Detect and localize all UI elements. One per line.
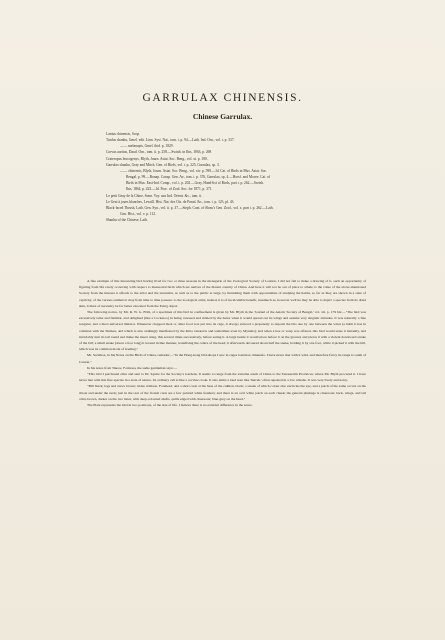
- body-paragraph: "This bird I purchased alive and sent to Dr. Squire for the Society's Gardens. It seems to range from the extreme south of China to the Tenasserim Provinces, where Mr. Blyth procured it. I have never met with this fine species in a state of nature. Its ordinary call is like a corvine croak. It also emits a loud note like 'hurrah,' often repeated in a low whistle. It was very lively and noisy.: [79, 372, 366, 383]
- synonymy-entry: Garrulax shanhu, Gray and Mitch. Gen. of Birds, vol. i. p. 225, Garrulax, sp. 3.: [106, 162, 220, 167]
- synonymy-entry: Lanius chinensis, Scop.: [106, 132, 140, 136]
- synonymy-entry: Turdus shanhu, Gmel. edit. Linn. Syst. Nat., tom. i. p. 94.—Lath. Ind. Orn., vol. i. p. 337.: [106, 138, 235, 143]
- synonymy-entry: Crateropus leucogenys, Blyth, Journ. Asiat. Soc. Beng., vol. xi. p. 180.: [106, 156, 208, 161]
- body-paragraph: Mr. Swinhoe, in his Notes on the Birds of China, remarks:—"In the Hong-kong bird-shops I saw in cages Garrulax chinensis. I have never met with it wild, and therefore fancy its range is south of Canton.": [79, 353, 366, 364]
- page-subtitle: Chinese Garrulax.: [192, 112, 253, 121]
- synonymy-entry: Birds in Mus. East-Ind. Comp., vol. i. p. 202.—Gray, Hand-list of Birds, part i. p. 262.—Swinh.: [126, 181, 265, 186]
- synonymy-entry: Le petit Geay de la Chine, Sonn. Voy. aux Ind. Orient. &c., tom. ii.: [106, 193, 203, 198]
- body-paragraph: "Bill black; legs and claws brown; irides crimson. Forehead, and a short crest at the base of the culmen, black; a streak of which colour also encircles the eye, and a patch of the same occurs on the throat and under the neck; just in the rear of the frontal crest are a few pointed white feathers; and there is an oval white patch on each cheek; the general plumage is cinereous; back, wings, and tail olive-brown, darker on the two latter, with deep-coloured shafts, quills edged with cinereous; blue-grey on the head.": [79, 384, 366, 401]
- synonymy-list: [106, 131, 356, 223]
- synonymy-entry: Shanhu of the Chinese, Lath.: [106, 218, 148, 223]
- page-title: GARRULAX CHINENSIS.: [142, 92, 303, 104]
- synonymy-entry: Bengal, p. 99.—Bonap. Consp. Gen. Av., tom. i. p. 376, Garrulax, sp. 4.—Horsf. and Moore, Cat. of: [126, 175, 271, 180]
- synonymy-entry: —— chinensis, Blyth, Journ. Asiat. Soc. Beng., vol. xiv. p. 598.—Id. Cat. of Birds in Mus. Asiat. Soc.: [120, 168, 268, 173]
- synonymy-entry: Le Geai à joues blanches, Levaill. Hist. Nat. des Ois. de Parad. &c., tom. i. p. 123, pl. 43.: [106, 199, 235, 204]
- body-paragraph: The Plate represents the bird in two positions, of the size of life. I believe there is no external difference in the sexes.: [87, 403, 253, 408]
- body-paragraph: In his notes from Takow, Formosa, the same gentleman says:—: [87, 365, 177, 370]
- synonymy-entry: Corvus auritus, Daud. Orn., tom. ii. p. 258.—Swinh. in Ibis, 1863, p. 269.: [106, 150, 213, 155]
- synonymy-entry: Gen. Hist., vol. v. p. 112.: [120, 212, 156, 217]
- synonymy-entry: Ibis, 1864, p. 423.—Id. Proc. of Zool. Soc. for 1871, p. 371.: [126, 187, 213, 192]
- synonymy-entry: Black-faced Thrush, Lath. Gen. Syn., vol. ii. p. 37.—Steph. Cont. of Shaw's Gen. Zool., vol. x. part i. p. 262.—Lath.: [106, 205, 274, 210]
- body-text: [79, 278, 366, 408]
- body-paragraph: The following notice, by Mr. R. W. G. Frith, of a specimen of this bird in confinement is given by Mr. Blyth in the 'Journal of the Asiatic Society of Bengal,' vol. xii. p. 179 bis:—"The bird was excessively tame and familiar, and delighted (like a Cockatoo) in being caressed and tickled by the hand, when it would spread out its wings and assume very singular attitudes. It was naturally a fine songster, and a most universal imitator. Whenever chopped meat or other food was put into its cage, it always evinced a propensity to deposit the bits one by one between the wires (a habit it has in common with the Shrikes, and which is also strikingly manifested by the Kitta venatoria and sometimes even by Mynahs); and when a bee or wasp was offered, this bird would seize it instantly, and invariably turn its tail round and make the insect sting, this several times successively, before eating it. A large beetle it would place before it on the ground, and pierce it with a violent downward stroke of the bill; a small snake (about a foot long) it treated in like manner, transfixing the centre of the head; it afterwards devoured about half the snake, holding it by one foot, while it picked it with the bill, which was its common mode of feeding.": [79, 310, 366, 352]
- body-paragraph: A fine example of this interesting bird having lived for two or three seasons in the menagerie of the Zoological Society of London, I did not fail to make a drawing of it, such an opportunity of figuring from life rarely occurring with respect to insessorial birds which are natives of the distant country of China. And here it will not be out of place to allude to the value of the above-mentioned Society from the interest it affords to the artist and the naturalist, as well as to the public at large, by furnishing them with opportunities of studying the habits, so far as they are shown in a state of captivity, of the various animals it may from time to time possess: to the zoological artist, indeed, it is of incalculable benefit, inasmuch as, however well he may be able to depict a species from its dried skin, it must of necessity be far better executed from the living object.: [79, 279, 366, 308]
- synonymy-entry: —— melanopis, Gmel. ibid. p. 1829.: [120, 144, 174, 149]
